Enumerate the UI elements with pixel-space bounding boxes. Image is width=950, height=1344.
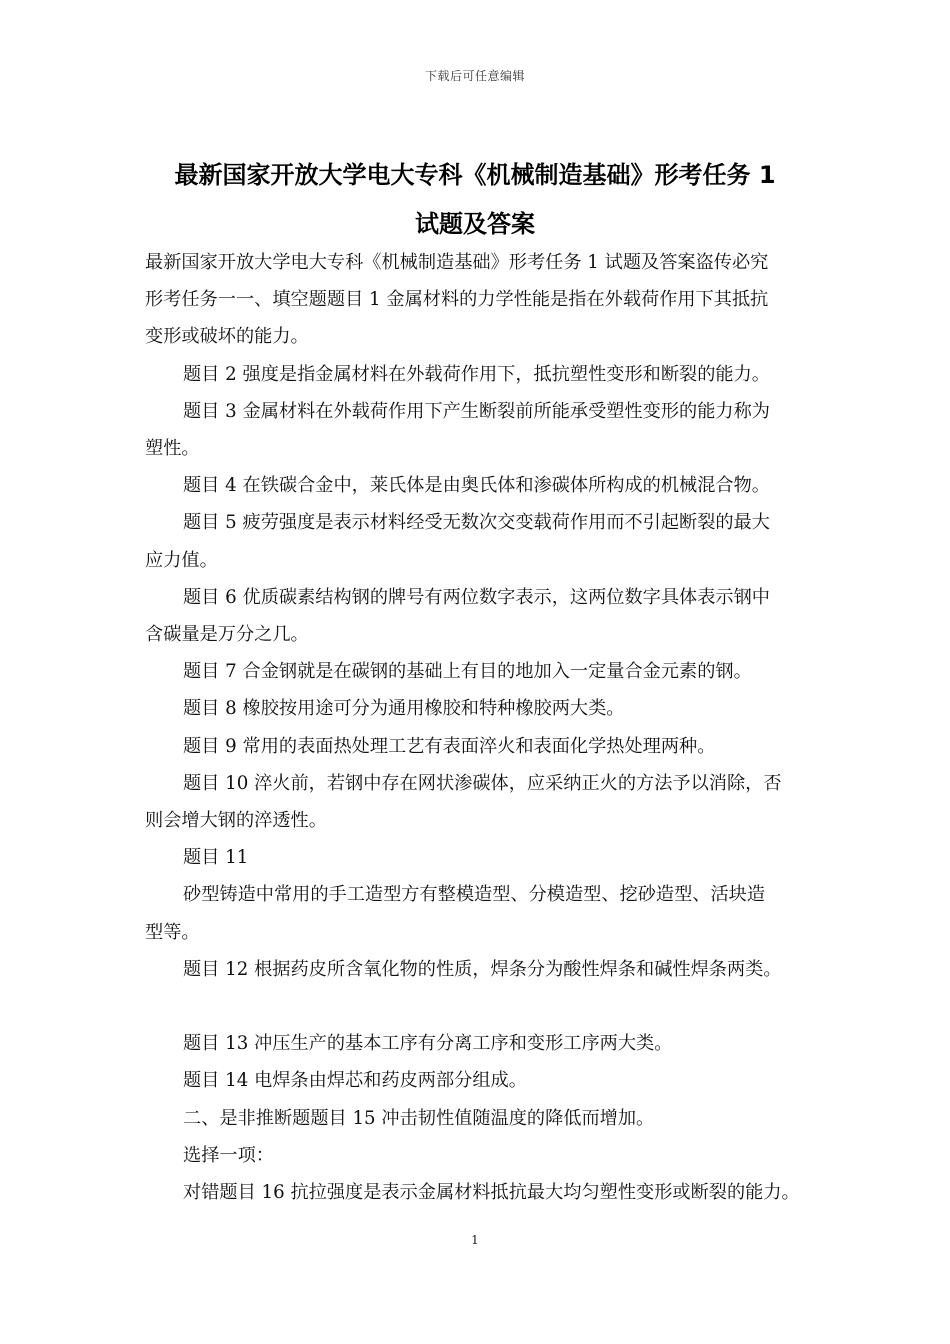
body-line: 题目 7 合金钢就是在碳钢的基础上有目的地加入一定量合金元素的钢。 [183,661,752,683]
body-line: 题目 2 强度是指金属材料在外载荷作用下，抵抗塑性变形和断裂的能力。 [183,363,770,385]
body-line: 变形或破坏的能力。 [145,326,309,348]
body-line: 题目 5 疲劳强度是表示材料经受无数次交变载荷作用而不引起断裂的最大 [183,512,770,534]
blank-line [145,988,815,1025]
body-line: 题目 13 冲压生产的基本工序有分离工序和变形工序两大类。 [183,1033,673,1055]
body-line: 题目 9 常用的表面热处理工艺有表面淬火和表面化学热处理两种。 [183,735,716,757]
document-title-line-1: 最新国家开放大学电大专科《机械制造基础》形考任务 1 [174,161,776,189]
body-line: 形考任务一一、填空题题目 1 金属材料的力学性能是指在外载荷作用下其抵抗 [145,289,769,311]
body-line: 对错题目 16 抗拉强度是表示金属材料抵抗最大均匀塑性变形或断裂的能力。 [183,1182,800,1204]
body-line: 则会增大钢的淬透性。 [145,810,327,832]
body-line: 型等。 [145,921,200,943]
body-line: 题目 4 在铁碳合金中，莱氏体是由奥氏体和渗碳体所构成的机械混合物。 [183,475,770,497]
body-line: 塑性。 [145,438,200,460]
body-line: 题目 6 优质碳素结构钢的牌号有两位数字表示，这两位数字具体表示钢中 [183,586,770,608]
document-title-line-2: 试题及答案 [415,210,535,238]
body-line: 含碳量是万分之几。 [145,624,309,646]
body-line: 题目 14 电焊条由焊芯和药皮两部分组成。 [183,1070,527,1092]
body-line: 题目 3 金属材料在外载荷作用下产生断裂前所能承受塑性变形的能力称为 [183,400,770,422]
body-line: 题目 8 橡胶按用途可分为通用橡胶和特种橡胶两大类。 [183,698,625,720]
body-line: 最新国家开放大学电大专科《机械制造基础》形考任务 1 试题及答案盗传必究 [145,252,769,273]
page-header-note: 下载后可任意编辑 [424,69,525,83]
page-number: 1 [471,1233,479,1247]
body-line: 砂型铸造中常用的手工造型方有整模造型、分模造型、挖砂造型、活块造 [183,884,766,906]
body-line: 应力值。 [145,549,218,571]
document-body [145,244,815,1211]
body-line: 题目 10 淬火前，若钢中存在网状渗碳体，应采纳正火的方法予以消除，否 [183,772,782,794]
body-line: 题目 12 根据药皮所含氧化物的性质，焊条分为酸性焊条和碱性焊条两类。 [183,958,782,980]
body-line: 二、是非推断题题目 15 冲击韧性值随温度的降低而增加。 [183,1107,655,1129]
body-line: 题目 11 [183,847,249,869]
body-line: 选择一项： [183,1144,274,1166]
